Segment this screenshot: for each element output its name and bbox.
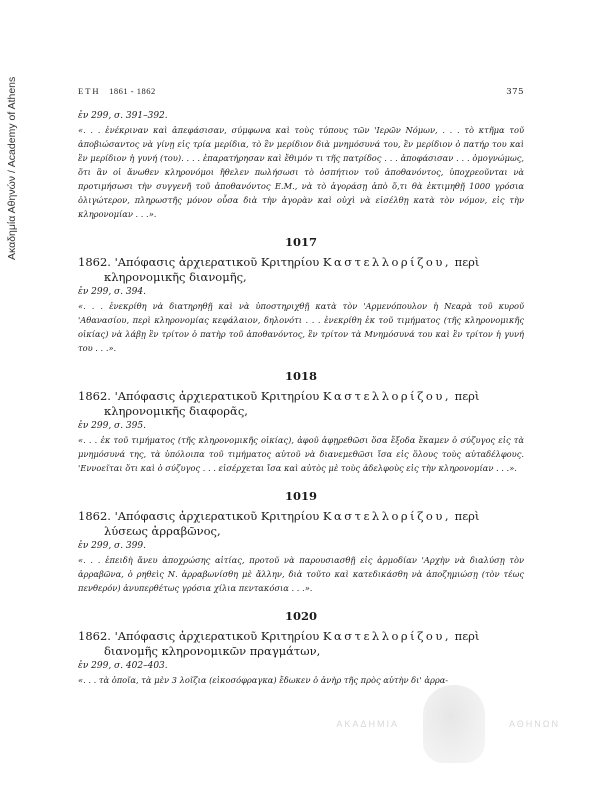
entry-place: Καστελλορίζου, [322, 509, 451, 523]
athena-seal-icon [423, 685, 485, 763]
intro-quote: «. . . ἐνέκριναν καὶ ἀπεφάσισαν, σύμφωνα καὶ τοὺς τύπους τῶν 'Ιερῶν Νόμων, . . . τὸ κτῆμα τοῦ ἀποβιώσαντος νὰ γίνῃ εἰς τρία μερίδια, τὸ ἓν μερίδιον διὰ μνημόσυνά του, ἓν μερίδιον ὁ πατήρ του καὶ ἓν μερίδιον ἡ γυνή (του). . . . ἐπαρατήρησαν καὶ ἔθιμόν τι τῆς πατρίδος . . . ἀποφάσισαν . . . ὁμογνώμως, ὅτι ἂν οἱ ἄνωθεν κληρονόμοι ἤθελεν πωλήσωσι τὸ ὁσπήτιον τοῦ ἀποθανόντος, ὑποχρεοῦνται νὰ προτιμήσωσι τὴν συγγενῆ τοῦ ἀποθανόντος Ε.Μ., νὰ τὸ ἀγοράσῃ ἀπὸ ὅ,τι θὰ ἐκτιμηθῇ 1000 γρόσια ὀλιγώτερον, πληρωστῆς μόνον οὖσα διὰ τὴν ἀγορὰν καὶ οὐχὶ νὰ εἰσέλθῃ κατὰ τὸν νόμον, εἰς τὴν κληρονομίαν . . .». [78, 125, 524, 219]
document-entry [78, 489, 524, 595]
entry-heading [78, 629, 524, 659]
intro-continuation [78, 111, 524, 221]
document-page [78, 86, 524, 689]
entry-place: Καστελλορίζου, [322, 255, 451, 269]
entries-list [78, 235, 524, 687]
header-years: 1861 - 1862 [109, 86, 156, 96]
entry-number: 1018 [284, 369, 317, 383]
document-entry [78, 235, 524, 355]
entry-subject: περὶ λύσεως ἀρραβῶνος, [104, 509, 480, 538]
entry-number: 1017 [284, 235, 317, 249]
entry-quote: «. . . τὰ ὁποῖα, τὰ μὲν 3 λοῖζια (εἰκοσόφραγκα) ἔδωκεν ὁ ἀνὴρ τῆς πρὸς αὐτὴν δι' ἀρρα- [78, 675, 449, 685]
entry-heading [78, 509, 524, 539]
page-number: 375 [506, 87, 524, 97]
entry-subject: περὶ διανομῆς κληρονομικῶν πραγμάτων, [104, 629, 480, 658]
entry-ref: ἐν 299, σ. 395. [78, 421, 146, 431]
entry-quote: «. . . ἐκ τοῦ τιμήματος (τῆς κληρονομικῆς οἰκίας), ἀφοῦ ἀφῃρεθῶσι ὅσα ἔξοδα ἔκαμεν ὁ σύζυγος εἰς τὰ μνημόσυνά της, τὰ ὑπόλοιπα τοῦ τιμήματος αὐτοῦ νὰ διανεμεθῶσι ἴσα εἰς ὅλους τοὺς αὐταδέλφους. 'Εννοεῖται ὅτι καὶ ὁ σύζυγος . . . εἰσέρχεται ἴσα καὶ αὐτὸς μὲ τοὺς ἀδελφοὺς εἰς τὴν κληρονομίαν . . .». [78, 435, 524, 473]
entry-title: 'Απόφασις ἀρχιερατικοῦ Κριτηρίου [114, 629, 320, 643]
entry-year: 1862. [78, 389, 111, 403]
entry-subject: περὶ κληρονομικῆς διανομῆς, [104, 255, 480, 284]
entry-title: 'Απόφασις ἀρχιερατικοῦ Κριτηρίου [114, 509, 320, 523]
intro-ref: ἐν 299, σ. 391–392. [78, 111, 168, 121]
entry-title: 'Απόφασις ἀρχιερατικοῦ Κριτηρίου [114, 255, 320, 269]
entry-place: Καστελλορίζου, [322, 629, 451, 643]
entry-ref: ἐν 299, σ. 402–403. [78, 661, 168, 671]
running-header [78, 86, 524, 97]
entry-heading [78, 389, 524, 419]
header-label: ΕΤΗ [78, 86, 101, 96]
entry-ref: ἐν 299, σ. 399. [78, 541, 146, 551]
watermark-text-right: ΑΘΗΝΩΝ [508, 719, 560, 729]
document-entry [78, 609, 524, 687]
document-entry [78, 369, 524, 475]
archive-side-label: Ακαδημία Αθηνών / Academy of Athens [6, 76, 18, 260]
entry-number: 1019 [284, 489, 317, 503]
entry-subject: περὶ κληρονομικῆς διαφορᾶς, [104, 389, 480, 418]
entry-title: 'Απόφασις ἀρχιερατικοῦ Κριτηρίου [114, 389, 320, 403]
entry-year: 1862. [78, 629, 111, 643]
entry-number: 1020 [284, 609, 317, 623]
entry-ref: ἐν 299, σ. 394. [78, 287, 146, 297]
entry-place: Καστελλορίζου, [322, 389, 451, 403]
watermark-text-left: ΑΚΑΔΗΜΙΑ [336, 719, 399, 729]
academy-watermark [336, 685, 560, 763]
header-left [78, 86, 156, 96]
entry-year: 1862. [78, 255, 111, 269]
entry-quote: «. . . ἐνεκρίθη νὰ διατηρηθῇ καὶ νὰ ὑποστηριχθῇ κατὰ τὸν 'Αρμενόπουλον ἡ Νεαρὰ τοῦ κυροῦ 'Αθανασίου, περὶ κληρονομίας κεφάλαιον, δηλονότι . . . ἐνεκρίθη ἐκ τοῦ τιμήματος (τῆς κληρονομικῆς οἰκίας) νὰ λάβῃ ἓν τρίτον ὁ πατὴρ τοῦ ἀποθανόντος, ἓν τρίτον τὰ Μνημόσυνά του καὶ ἓν τρίτον ἡ γυνή του . . .». [78, 301, 524, 353]
entry-quote: «. . . ἐπειδὴ ἄνευ ἀποχρώσης αἰτίας, προτοῦ νὰ παρουσιασθῇ εἰς ἁρμοδίαν 'Αρχὴν νὰ διαλύσῃ τὸν ἀρραβῶνα, ὁ ρηθεὶς Ν. ἀρραβωνίσθη μὲ ἄλλην, διὰ τοῦτο καὶ κατεδικάσθη νὰ ἀποζημιώσῃ (τὸν τέως πενθερόν) ἀνυπερθέτως γρόσια χίλια πεντακόσια . . .». [78, 555, 524, 593]
entry-year: 1862. [78, 509, 111, 523]
entry-heading [78, 255, 524, 285]
